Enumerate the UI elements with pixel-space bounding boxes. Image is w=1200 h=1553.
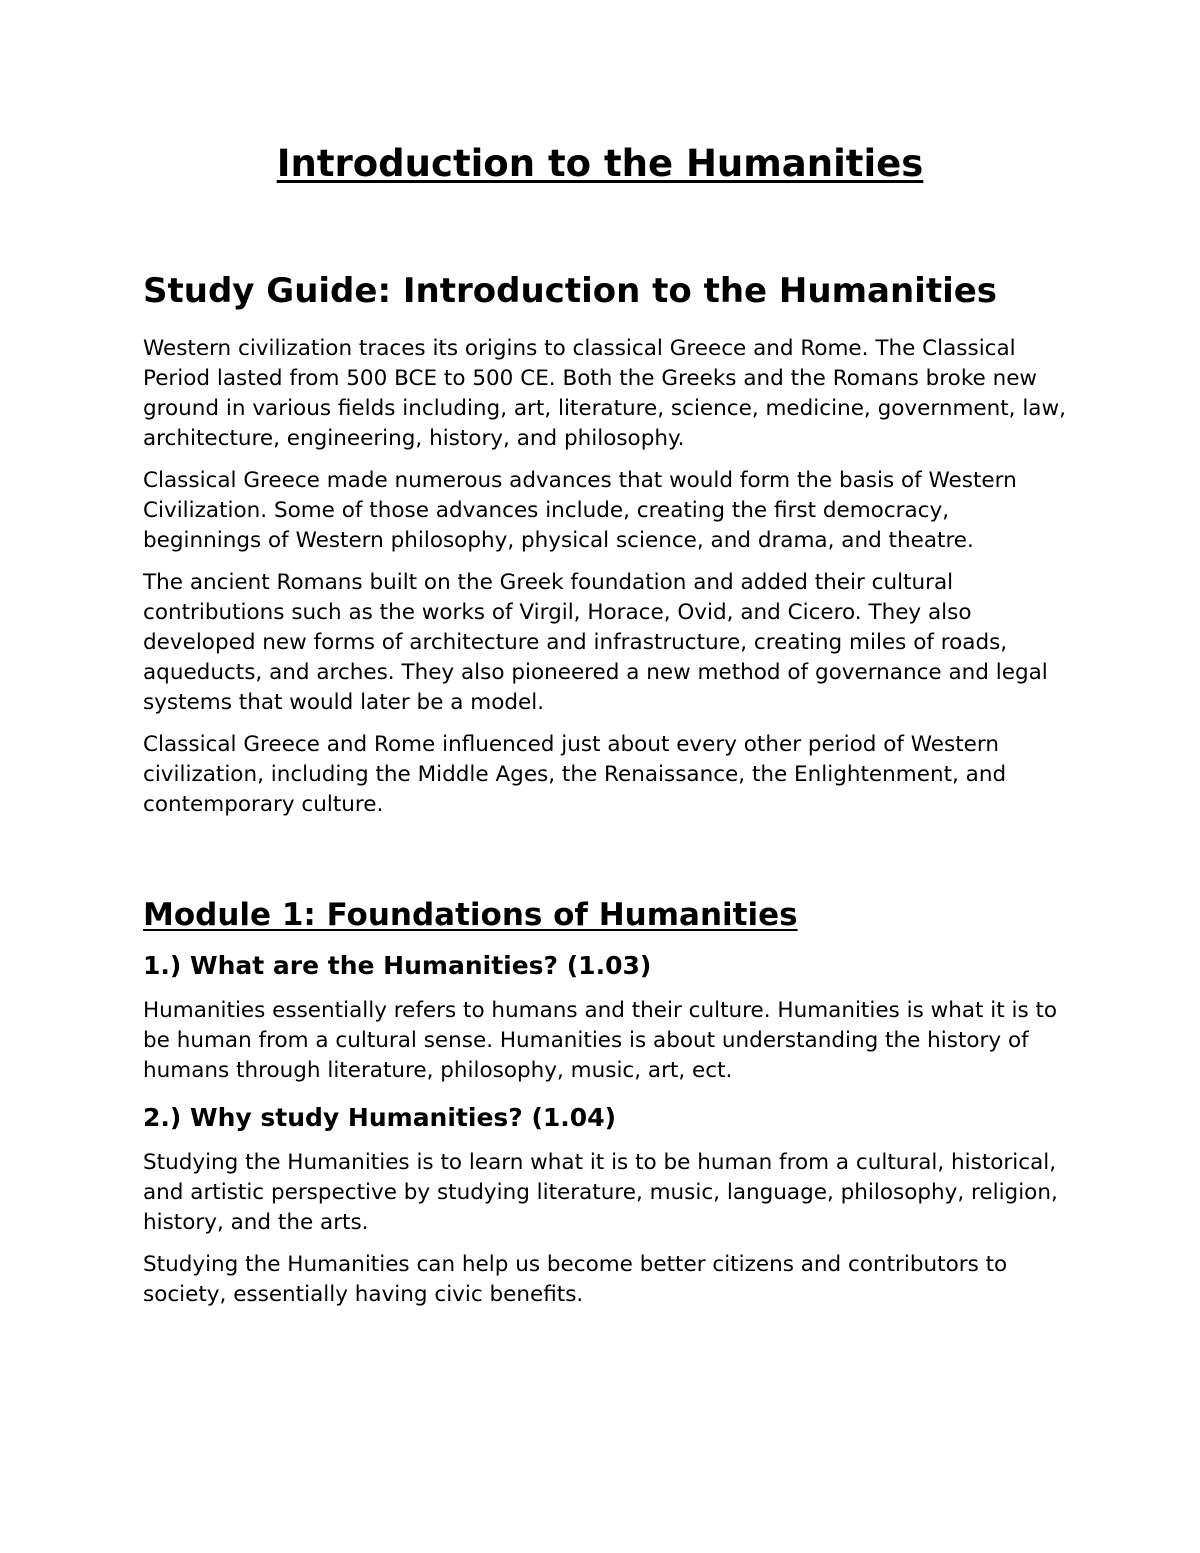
study-guide-paragraph: Western civilization traces its origins to classical Greece and Rome. The Classical Period lasted from 500 BCE to 500 CE. Both the Greeks and the Romans broke new ground in various fields including, art, literature, science, medicine, government, law, architecture, engineering, history, and philosophy.	[143, 336, 1066, 451]
study-guide-paragraph: Classical Greece and Rome influenced just about every other period of Western civilization, including the Middle Ages, the Renaissance, the Enlightenment, and contemporary culture.	[143, 732, 1007, 817]
question-1-heading: 1.) What are the Humanities? (1.03)	[143, 951, 652, 980]
question-2-heading: 2.) Why study Humanities? (1.04)	[143, 1103, 617, 1132]
question-1-answer: Humanities essentially refers to humans and their culture. Humanities is what it is to be human from a cultural sense. Humanities is about understanding the history of humans through literature, philosophy, music, art, ect.	[143, 998, 1058, 1083]
module-1-heading: Module 1: Foundations of Humanities	[143, 897, 798, 933]
question-2-answer: Studying the Humanities is to learn what it is to be human from a cultural, historical, and artistic perspective by studying literature, music, language, philosophy, religion, history, and the arts.	[143, 1150, 1058, 1235]
study-guide-paragraph: The ancient Romans built on the Greek foundation and added their cultural contributions such as the works of Virgil, Horace, Ovid, and Cicero. They also developed new forms of architecture and infrastructure, creating miles of roads, aqueducts, and arches. They also pioneered a new method of governance and legal systems that would later be a model.	[143, 570, 1048, 715]
document-body	[143, 266, 1073, 1322]
question-2-answer: Studying the Humanities can help us become better citizens and contributors to society, essentially having civic benefits.	[143, 1252, 1008, 1307]
document-title: Introduction to the Humanities	[276, 142, 924, 185]
study-guide-heading: Study Guide: Introduction to the Humanities	[143, 271, 998, 311]
study-guide-paragraph: Classical Greece made numerous advances that would form the basis of Western Civilization. Some of those advances include, creating the first democracy, beginnings of Western philosophy, physical science, and drama, and theatre.	[143, 468, 1017, 553]
